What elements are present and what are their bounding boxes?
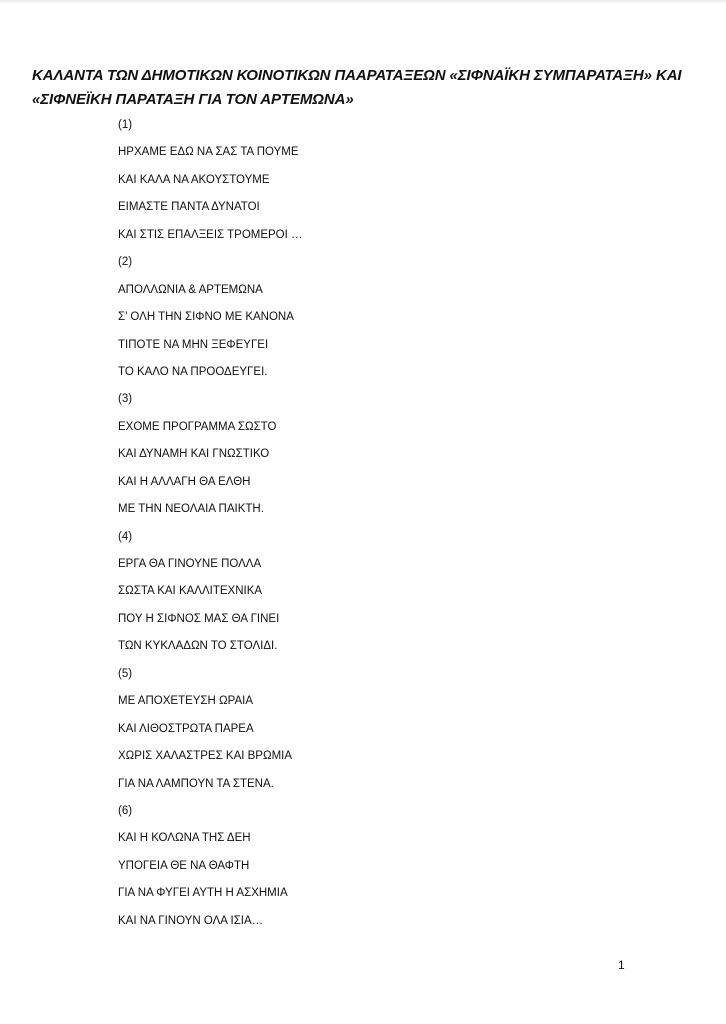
verse-line: ΠΟΥ Η ΣΙΦΝΟΣ ΜΑΣ ΘΑ ΓΙΝΕΙ (118, 612, 280, 625)
verse-line: ΚΑΙ ΔΥΝΑΜΗ ΚΑΙ ΓΝΩΣΤΙΚΟ (118, 448, 270, 461)
verse-line: ΥΠΟΓΕΙΑ ΘΕ ΝΑ ΘΑΦΤΗ (118, 859, 250, 872)
page-number: 1 (618, 958, 625, 972)
verse-line: Σ’ ΟΛΗ ΤΗΝ ΣΙΦΝΟ ΜΕ ΚΑΝΟΝΑ (118, 311, 294, 324)
carol-verses (118, 112, 638, 935)
verse-line: ΣΩΣΤΑ ΚΑΙ ΚΑΛΛΙΤΕΧΝΙΚΑ (118, 585, 263, 598)
verse-line: ΤΟ ΚΑΛΟ ΝΑ ΠΡΟΟΔΕΥΓΕΙ. (118, 365, 268, 378)
verse-line: ΜΕ ΑΠΟΧΕΤΕΥΣΗ ΩΡΑΙΑ (118, 695, 253, 708)
title-line-2: «ΣΙΦΝΕΪΚΗ ΠΑΡΑΤΑΞΗ ΓΙΑ ΤΟΝ ΑΡΤΕΜΩΝΑ» (32, 91, 354, 108)
verse-line: ΓΙΑ ΝΑ ΦΥΓΕΙ ΑΥΤΗ Η ΑΣΧΗΜΙΑ (118, 887, 288, 900)
verse-line: ΚΑΙ ΣΤΙΣ ΕΠΑΛΞΕΙΣ ΤΡΟΜΕΡΟΙ … (118, 228, 303, 241)
verse-line: ΤΩΝ ΚΥΚΛΑΔΩΝ ΤΟ ΣΤΟΛΙΔΙ. (118, 640, 278, 653)
page-top-edge (0, 0, 726, 3)
verse-line: ΚΑΙ ΛΙΘΟΣΤΡΩΤΑ ΠΑΡΕΑ (118, 722, 254, 735)
verse-line: ΕΧΟΜΕ ΠΡΟΓΡΑΜΜΑ ΣΩΣΤΟ (118, 420, 277, 433)
verse-line: ΗΡΧΑΜΕ ΕΔΩ ΝΑ ΣΑΣ ΤΑ ΠΟΥΜΕ (118, 146, 299, 159)
verse-line: ΧΩΡΙΣ ΧΑΛΑΣΤΡΕΣ ΚΑΙ ΒΡΩΜΙΑ (118, 750, 293, 763)
verse-line: (3) (118, 393, 133, 406)
verse-line: ΚΑΙ Η ΑΛΛΑΓΗ ΘΑ ΕΛΘΗ (118, 475, 251, 488)
verse-line: ΚΑΙ ΝΑ ΓΙΝΟΥΝ ΟΛΑ ΙΣΙΑ… (118, 914, 264, 927)
verse-line: (2) (118, 256, 133, 269)
verse-line: ΓΙΑ ΝΑ ΛΑΜΠΟΥΝ ΤΑ ΣΤΕΝΑ. (118, 777, 274, 790)
verse-line: ΜΕ ΤΗΝ ΝΕΟΛΑΙΑ ΠΑΙΚΤΗ. (118, 503, 264, 516)
verse-line: ΤΙΠΟΤΕ ΝΑ ΜΗΝ ΞΕΦΕΥΓΕΙ (118, 338, 269, 351)
verse-line: ΚΑΙ Η ΚΟΛΩΝΑ ΤΗΣ ΔΕΗ (118, 832, 251, 845)
verse-line: ΚΑΙ ΚΑΛΑ ΝΑ ΑΚΟΥΣΤΟΥΜΕ (118, 173, 270, 186)
document-title (32, 64, 702, 112)
verse-line: (4) (118, 530, 133, 543)
title-line-1: ΚΑΛΑΝΤΑ ΤΩΝ ΔΗΜΟΤΙΚΩΝ ΚΟΙΝΟΤΙΚΩΝ ΠΑΑΡΑΤΑΞΕΩΝ «ΣΙΦΝΑΪΚΗ ΣΥΜΠΑΡΑΤΑΞΗ» ΚΑΙ (32, 67, 682, 84)
verse-line: ΕΡΓΑ ΘΑ ΓΙΝΟΥΝΕ ΠΟΛΛΑ (118, 558, 262, 570)
verse-line: ΕΙΜΑΣΤΕ ΠΑΝΤΑ ΔΥΝΑΤΟΙ (118, 201, 260, 214)
verse-line: (1) (118, 119, 133, 131)
verse-line: ΑΠΟΛΛΩΝΙΑ & ΑΡΤΕΜΩΝΑ (118, 283, 263, 296)
verse-line: (5) (118, 667, 133, 680)
verse-line: (6) (118, 804, 133, 817)
